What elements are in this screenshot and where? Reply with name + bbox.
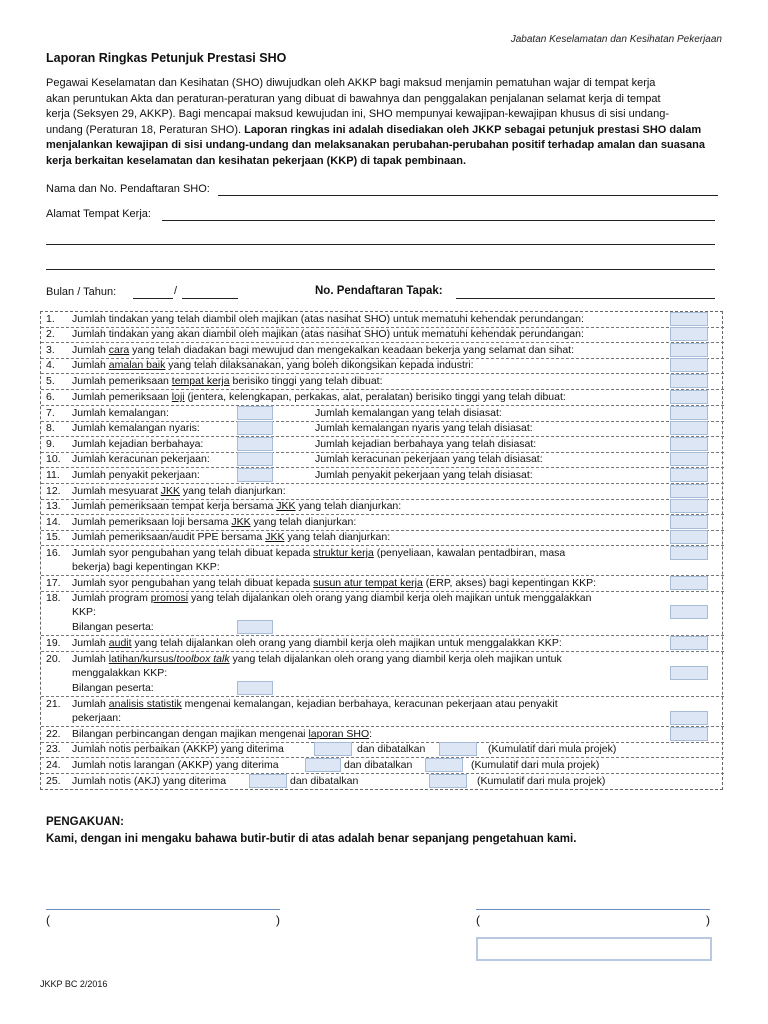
signature-left-close: ) (276, 913, 280, 927)
item-7-input-b[interactable] (670, 406, 708, 420)
item-24-cancelled-input[interactable] (425, 758, 463, 772)
item-2-input[interactable] (670, 327, 708, 341)
item-text: Jumlah amalan baik yang telah dilaksanakan, yang boleh dikongsikan kepada industri: (72, 359, 474, 371)
item-text: Jumlah kemalangan: (72, 407, 169, 419)
cancelled-label: dan dibatalkan (344, 759, 413, 771)
item-text: Jumlah pemeriksaan loji bersama JKK yang telah dianjurkan: (72, 516, 357, 528)
signature-line-left[interactable] (46, 909, 280, 910)
item-9-input-b[interactable] (670, 437, 708, 451)
intro-line-1: Pegawai Keselamatan dan Kesihatan (SHO) diwujudkan oleh AKKP bagi maksud menjamin pematuhan wajar di tempat kerja (46, 77, 656, 89)
intro-bold-line-1: menjalankan kewajipan di sisi undang-undang dan melaksanakan perubahan-perubahan positif terhadap amalan dan suasana (46, 139, 705, 151)
item-4-input[interactable] (670, 358, 708, 372)
cumulative-note: (Kumulatif dari mula projek) (488, 743, 617, 755)
form-code: JKKP BC 2/2016 (40, 979, 108, 989)
item-11-input-b[interactable] (670, 468, 708, 482)
item-number: 17. (46, 577, 61, 589)
item-number: 23. (46, 743, 61, 755)
item-number: 24. (46, 759, 61, 771)
item-text: Jumlah cara yang telah diadakan bagi mewujud dan mengekalkan keadaan bekerja yang selamat dan sihat: (72, 344, 575, 356)
cancelled-label: dan dibatalkan (357, 743, 426, 755)
item-number: 21. (46, 698, 61, 710)
item-text: KKP: (72, 606, 96, 618)
item-number: 22. (46, 728, 61, 740)
agency-name: Jabatan Keselamatan dan Kesihatan Pekerjaan (510, 34, 722, 45)
item-text: Jumlah pemeriksaan loji (jentera, kelengkapan, perkakas, alat, peralatan) berisiko tinggi yang telah dibuat: (72, 391, 566, 403)
item-number: 7. (46, 407, 55, 419)
item-19-input[interactable] (670, 636, 708, 650)
item-8-input-b[interactable] (670, 421, 708, 435)
item-text-secondary: Jumlah kemalangan nyaris yang telah disiasat: (315, 422, 533, 434)
item-23-cancelled-input[interactable] (439, 742, 477, 756)
item-text: menggalakkan KKP: (72, 667, 168, 679)
month-year-slash: / (174, 285, 178, 297)
item-number: 3. (46, 344, 55, 356)
cumulative-note: (Kumulatif dari mula projek) (477, 775, 606, 787)
item-text: Jumlah notis (AKJ) yang diterima (72, 775, 227, 787)
item-number: 1. (46, 313, 55, 325)
item-10-input-b[interactable] (670, 452, 708, 466)
site-registration-field[interactable] (456, 286, 715, 299)
intro-line-2: akan peruntukan Akta dan peraturan-peraturan yang dibuat di bawahnya dan penggalakan penjalanan selamat kerja di tempat (46, 92, 661, 105)
item-11-input-a[interactable] (237, 468, 273, 482)
item-text: Jumlah pemeriksaan tempat kerja bersama JKK yang telah dianjurkan: (72, 500, 402, 512)
item-text: Jumlah tindakan yang telah diambil oleh majikan (atas nasihat SHO) untuk mematuhi kehendak perundangan: (72, 313, 584, 325)
item-number: 11. (46, 469, 60, 481)
item-text: Jumlah program promosi yang telah dijalankan oleh orang yang diambil kerja oleh majikan untuk menggalakkan (72, 592, 592, 604)
form-title: Laporan Ringkas Petunjuk Prestasi SHO (46, 51, 287, 65)
intro-line-4 (46, 123, 726, 139)
item-18-participants-input[interactable] (237, 620, 273, 634)
item-number: 18. (46, 592, 61, 604)
item-number: 13. (46, 500, 61, 512)
item-number: 8. (46, 422, 55, 434)
item-24-received-input[interactable] (305, 758, 341, 772)
item-8-input-a[interactable] (237, 421, 273, 435)
item-text: Jumlah penyakit pekerjaan: (72, 469, 200, 481)
declaration-text: Kami, dengan ini mengaku bahawa butir-butir di atas adalah benar sepanjang pengetahuan kami. (46, 833, 577, 845)
site-registration-label: No. Pendaftaran Tapak: (315, 285, 443, 297)
intro-bold-line-2: kerja berkaitan keselamatan dan kesihatan pekerjaan (KKP) di tapak pembinaan. (46, 154, 466, 167)
item-6-input[interactable] (670, 390, 708, 404)
item-text: pekerjaan: (72, 712, 122, 724)
item-text: Bilangan perbincangan dengan majikan mengenai laporan SHO: (72, 728, 373, 740)
participants-label: Bilangan peserta: (72, 621, 154, 633)
item-20-input[interactable] (670, 666, 708, 680)
item-text: Jumlah mesyuarat JKK yang telah dianjurkan: (72, 485, 286, 497)
item-12-input[interactable] (670, 484, 708, 498)
item-text: Jumlah syor pengubahan yang telah dibuat kepada susun atur tempat kerja (ERP, akses) bagi kepentingan KKP: (72, 577, 597, 589)
item-number: 4. (46, 359, 55, 371)
items-table (40, 311, 723, 790)
year-field[interactable] (182, 286, 238, 299)
item-text-secondary: Jumlah kejadian berbahaya yang telah disiasat: (315, 438, 537, 450)
signature-line-right[interactable] (476, 909, 710, 910)
intro-line-6 (46, 154, 726, 170)
signature-right-open: ( (476, 913, 480, 927)
item-text: Jumlah kemalangan nyaris: (72, 422, 200, 434)
item-number: 19. (46, 637, 61, 649)
intro-line-5 (46, 138, 726, 154)
item-text: Jumlah pemeriksaan/audit PPE bersama JKK yang telah dianjurkan: (72, 531, 391, 543)
cancelled-label: dan dibatalkan (290, 775, 359, 787)
item-number: 15. (46, 531, 61, 543)
item-text-secondary: Jumlah kemalangan yang telah disiasat: (315, 407, 502, 419)
signature-right-close: ) (706, 913, 710, 927)
item-22-input[interactable] (670, 727, 708, 741)
item-text-secondary: Jumlah keracunan pekerjaan yang telah disiasat: (315, 453, 543, 465)
intro-line-3: kerja (Seksyen 29, AKKP). Bagi mencapai maksud kewujudan ini, SHO mempunyai kewajipan-kewajipan khusus di sisi undang- (46, 108, 670, 120)
item-15-input[interactable] (670, 530, 708, 544)
item-9-input-a[interactable] (237, 437, 273, 451)
address-field[interactable] (162, 208, 715, 221)
item-text: Jumlah latihan/kursus/toolbox talk yang telah dijalankan oleh orang yang diambil kerja oleh majikan untuk (72, 653, 562, 665)
item-23-received-input[interactable] (314, 742, 352, 756)
item-text: bekerja) bagi kepentingan KKP: (72, 561, 220, 573)
item-number: 14. (46, 516, 61, 528)
item-text: Jumlah keracunan pekerjaan: (72, 453, 210, 465)
item-text-secondary: Jumlah penyakit pekerjaan yang telah disiasat: (315, 469, 533, 481)
sho-name-field[interactable] (218, 183, 718, 196)
item-number: 12. (46, 485, 61, 497)
item-text: Jumlah notis larangan (AKKP) yang diterima (72, 759, 279, 771)
intro-line-4-bold: Laporan ringkas ini adalah disediakan oleh JKKP sebagai petunjuk prestasi SHO dalam (244, 123, 702, 136)
month-year-label: Bulan / Tahun: (46, 286, 117, 298)
item-text: Jumlah analisis statistik mengenai kemalangan, kejadian berbahaya, keracunan pekerjaan atau penyakit (72, 698, 558, 710)
signature-left-open: ( (46, 913, 50, 927)
item-number: 9. (46, 438, 55, 450)
month-field[interactable] (133, 286, 173, 299)
item-25-cancelled-input[interactable] (429, 774, 467, 788)
item-number: 5. (46, 375, 55, 387)
item-text: Jumlah kejadian berbahaya: (72, 438, 204, 450)
stamp-box[interactable] (476, 937, 712, 961)
item-10-input-a[interactable] (237, 452, 273, 466)
item-number: 6. (46, 391, 55, 403)
item-text: Jumlah syor pengubahan yang telah dibuat kepada struktur kerja (penyeliaan, kawalan pentadbiran, masa (72, 547, 566, 559)
item-number: 16. (46, 547, 61, 559)
item-text: Jumlah notis perbaikan (AKKP) yang diterima (72, 743, 284, 755)
participants-label: Bilangan peserta: (72, 682, 154, 694)
item-13-input[interactable] (670, 499, 708, 513)
item-1-input[interactable] (670, 312, 708, 326)
address-label: Alamat Tempat Kerja: (46, 208, 151, 220)
item-16-input[interactable] (670, 546, 708, 560)
item-number: 2. (46, 328, 55, 340)
item-14-input[interactable] (670, 515, 708, 529)
item-number: 10. (46, 453, 61, 465)
item-number: 25. (46, 775, 61, 787)
item-text: Jumlah audit yang telah dijalankan oleh orang yang diambil kerja oleh majikan untuk menggalakkan KKP: (72, 637, 562, 649)
declaration-title: PENGAKUAN: (46, 816, 124, 828)
item-text: Jumlah tindakan yang akan diambil oleh majikan (atas nasihat SHO) untuk mematuhi kehendak perundangan: (72, 328, 584, 340)
address-field-line-2[interactable] (46, 232, 715, 245)
sho-name-label: Nama dan No. Pendaftaran SHO: (46, 183, 210, 195)
item-17-input[interactable] (670, 576, 708, 590)
item-number: 20. (46, 653, 61, 665)
item-25-received-input[interactable] (249, 774, 287, 788)
item-3-input[interactable] (670, 343, 708, 357)
item-text: Jumlah pemeriksaan tempat kerja berisiko tinggi yang telah dibuat: (72, 375, 383, 387)
item-5-input[interactable] (670, 374, 708, 388)
item-20-participants-input[interactable] (237, 681, 273, 695)
cumulative-note: (Kumulatif dari mula projek) (471, 759, 600, 771)
address-field-line-3[interactable] (46, 257, 715, 270)
item-7-input-a[interactable] (237, 406, 273, 420)
item-18-input[interactable] (670, 605, 708, 619)
item-21-input[interactable] (670, 711, 708, 725)
intro-line-4-plain: undang (Peraturan 18, Peraturan SHO). (46, 123, 245, 136)
intro-paragraph (46, 76, 726, 169)
